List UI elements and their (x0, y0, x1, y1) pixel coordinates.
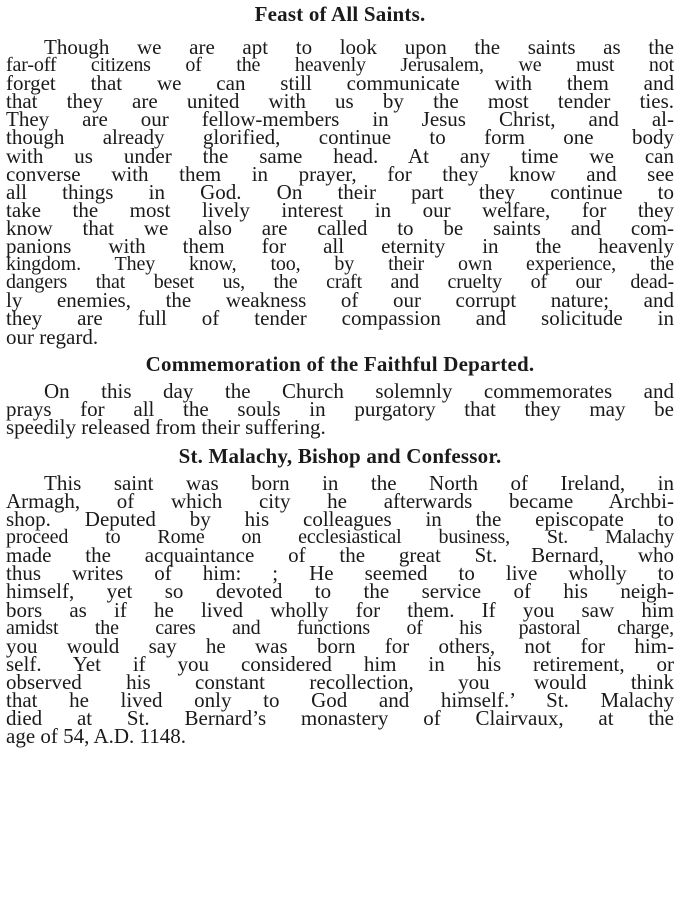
text-line: himself, yet so devoted to the service of his neigh- (6, 579, 674, 604)
text-line: This saint was born in the North of Ireland, in (44, 470, 674, 495)
text-line: ly enemies, the weakness of our corrupt nature; and (6, 288, 674, 313)
text-line: age of 54, A.D. 1148. (6, 724, 187, 749)
text-line: shop. Deputed by his colleagues in the episcopate to (6, 507, 674, 532)
text-line: kingdom. They know, too, by their own experience, the (6, 253, 674, 276)
text-line: self. Yet if you considered him in his retirement, or (6, 651, 674, 676)
section-title: St. Malachy, Bishop and Confessor. (178, 443, 502, 468)
text-line: speedily released from their suffering. (6, 414, 326, 439)
text-line: you would say he was born for others, not for him- (6, 633, 674, 658)
section-title: Commemoration of the Faithful Departed. (145, 351, 535, 376)
text-line: On this day the Church solemnly commemorates and (44, 378, 674, 403)
text-line: bors as if he lived wholly for them. If you saw him (6, 597, 674, 622)
text-line: far-off citizens of the heavenly Jerusalem, we must not (6, 54, 674, 77)
section-body (6, 35, 674, 349)
section-all-saints (6, 0, 674, 349)
text-line: they are full of tender compassion and solicitude in (6, 306, 674, 331)
text-line: though already glorified, continue to form one body (6, 125, 674, 150)
section-body (6, 470, 674, 749)
text-line: Armagh, of which city he afterwards became Archbi- (6, 488, 674, 513)
text-line: dangers that beset us, the craft and cruelty of our dead- (6, 271, 674, 294)
text-line: They are our fellow-members in Jesus Christ, and al- (6, 107, 674, 132)
section-st-malachy (6, 443, 674, 749)
text-line: prays for all the souls in purgatory that they may be (6, 396, 674, 421)
text-line: amidst the cares and functions of his pastoral charge, (6, 616, 674, 639)
text-line: know that we also are called to be saints and com- (6, 215, 674, 240)
text-line: observed his constant recollection, you would think (6, 669, 674, 694)
text-line: proceed to Rome on ecclesiastical business, St. Malachy (6, 526, 674, 549)
text-line: with us under the same head. At any time we can (6, 143, 674, 168)
text-line: take the most lively interest in our welfare, for they (6, 197, 674, 222)
section-body (6, 378, 674, 439)
section-title: Feast of All Saints. (254, 2, 426, 26)
document-page (6, 0, 674, 749)
section-faithful-departed (6, 351, 674, 439)
text-line: died at St. Bernard’s monastery of Clairvaux, at the (6, 706, 674, 731)
text-line: forget that we can still communicate with them and (6, 71, 674, 96)
text-line: that he lived only to God and himself.’ St. Malachy (6, 688, 674, 712)
text-line: Though we are apt to look upon the saints as the (44, 35, 674, 59)
text-line: made the acquaintance of the great St. Bernard, who (6, 543, 674, 568)
text-line: converse with them in prayer, for they know and see (6, 161, 674, 186)
text-line: all things in God. On their part they continue to (6, 179, 674, 204)
text-line: thus writes of him: ; He seemed to live wholly to (6, 561, 674, 586)
text-line: our regard. (6, 324, 99, 349)
text-line: panions with them for all eternity in the heavenly (6, 234, 674, 259)
text-line: that they are united with us by the most tender ties. (6, 89, 674, 114)
